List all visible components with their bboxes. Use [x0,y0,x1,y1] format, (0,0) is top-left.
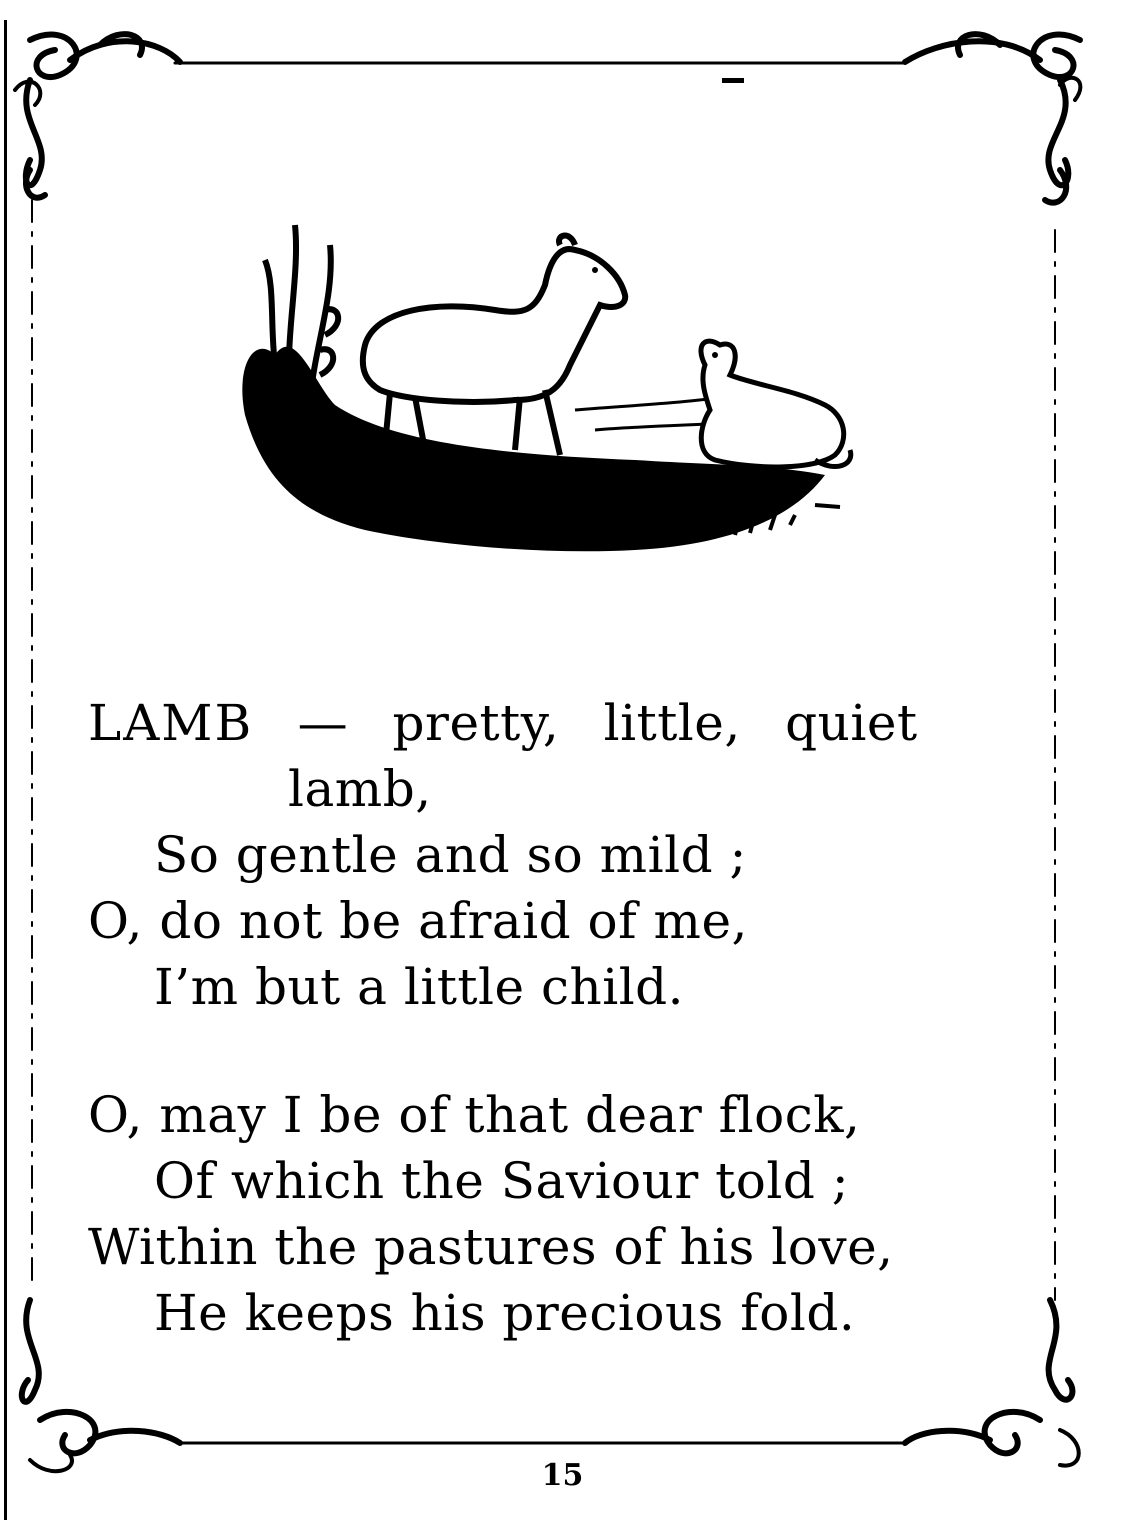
poem-line: Within the pastures of his love, [88,1218,894,1276]
lying-lamb [701,341,851,467]
stanza-2 [88,1082,988,1346]
poem-line: lamb, [288,760,432,818]
poem [88,690,988,1346]
corner-flourish-top-right [905,34,1080,203]
page-number: 15 [541,1458,584,1493]
poem-line: Of which the Saviour told ; [154,1152,850,1210]
poem-line: He keeps his precious fold. [154,1284,856,1342]
poem-line: So gentle and so mild ; [154,826,747,884]
poem-line: O, do not be afraid of me, [88,892,748,950]
poem-lead-word: LAMB [88,694,254,752]
poem-line-text: — pretty, little, quiet [253,694,918,752]
standing-sheep [363,236,625,455]
poem-line [88,690,988,756]
poem-line: I’m but a little child. [154,958,685,1016]
corner-flourish-top-left [15,34,180,198]
stanza-gap [88,1020,988,1082]
sheep-illustration [215,215,865,560]
poem-line: O, may I be of that dear flock, [88,1086,861,1144]
stanza-1 [88,690,988,1020]
